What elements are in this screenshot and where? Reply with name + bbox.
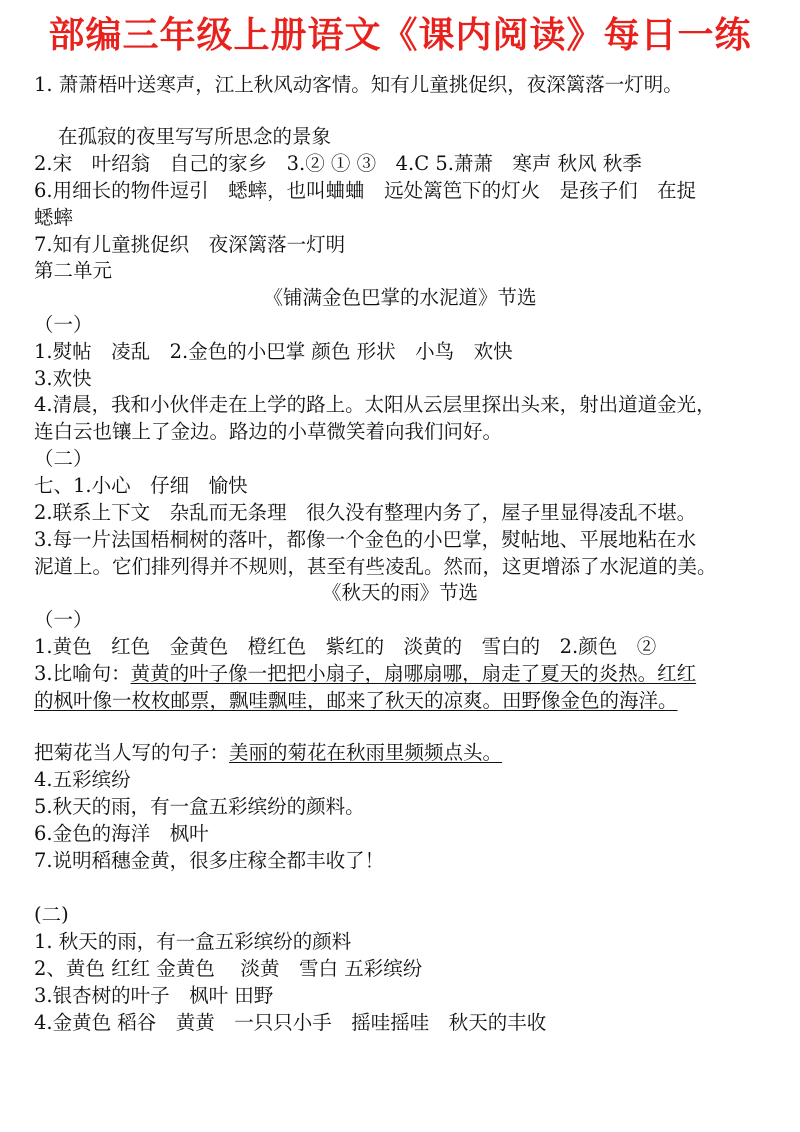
answer-line: 4.五彩缤纷 xyxy=(34,768,131,791)
answer-line: 6.用细长的物件逗引 蟋蟀，也叫蛐蛐 远处篱笆下的灯火 是孩子们 在捉 xyxy=(34,179,697,202)
answer-line: 3.欢快 xyxy=(34,367,92,390)
answer-line: 5.秋天的雨，有一盒五彩缤纷的颜料。 xyxy=(34,795,365,818)
subsection-label: （一） xyxy=(34,313,93,336)
answer-line: 2.宋 叶绍翁 自己的家乡 3.② ① ③ 4.C 5.萧萧 寒声 秋风 秋季 xyxy=(34,152,642,175)
answer-line: 3.每一片法国梧桐树的落叶，都像一个金色的小巴掌，熨帖地、平展地粘在水 xyxy=(34,528,697,551)
section-heading: 《秋天的雨》节选 xyxy=(321,581,478,604)
underlined-answer: 黄黄的叶子像一把把小扇子，扇哪扇哪，扇走了夏天的炎热。红红 xyxy=(130,662,697,685)
answer-line: 1. 萧萧梧叶送寒声，江上秋风动客情。知有儿童挑促织，夜深篱落一灯明。 xyxy=(34,73,683,96)
answer-line: 4.金黄色 稻谷 黄黄 一只只小手 摇哇摇哇 秋天的丰收 xyxy=(34,1011,547,1034)
answer-line: 2、黄色 红红 金黄色 淡黄 雪白 五彩缤纷 xyxy=(34,957,423,980)
answer-label: 把菊花当人写的句子： xyxy=(34,741,230,764)
unit-heading: 第二单元 xyxy=(34,259,113,282)
answer-line xyxy=(34,661,696,687)
page-title: 部编三年级上册语文《课内阅读》每日一练 xyxy=(48,15,752,56)
section-heading: 《铺满金色巴掌的水泥道》节选 xyxy=(263,286,537,309)
answer-line: 7.说明稻穗金黄，很多庄稼全都丰收了！ xyxy=(34,849,385,872)
answer-line: 2.联系上下文 杂乱而无条理 很久没有整理内务了，屋子里显得凌乱不堪。 xyxy=(34,501,697,524)
subsection-label: （二） xyxy=(34,447,93,470)
answer-line: 七、1.小心 仔细 愉快 xyxy=(34,474,248,497)
answer-line: 1.黄色 红色 金黄色 橙红色 紫红的 淡黄的 雪白的 2.颜色 ② xyxy=(34,635,657,658)
underlined-answer: 美丽的菊花在秋雨里频频点头。 xyxy=(229,741,503,764)
answer-line: 6.金色的海洋 枫叶 xyxy=(34,822,209,845)
answer-line: 1.熨帖 凌乱 2.金色的小巴掌 颜色 形状 小鸟 欢快 xyxy=(34,340,513,363)
subsection-label: （一） xyxy=(34,608,93,631)
answer-line: 连白云也镶上了金边。路边的小草微笑着向我们问好。 xyxy=(34,420,503,443)
underlined-answer: 的枫叶像一枚枚邮票，飘哇飘哇，邮来了秋天的凉爽。田野像金色的海洋。 xyxy=(34,689,678,712)
answer-line: 在孤寂的夜里写写所思念的景象 xyxy=(58,125,332,148)
answer-line: 1. 秋天的雨，有一盒五彩缤纷的颜料 xyxy=(34,930,352,953)
answer-line xyxy=(34,740,502,766)
answer-line: 3.银杏树的叶子 枫叶 田野 xyxy=(34,984,274,1007)
answer-label: 3.比喻句： xyxy=(34,662,131,685)
subsection-label: (二) xyxy=(34,903,69,926)
answer-line: 蟋蟀 xyxy=(34,206,74,229)
answer-line: 4.清晨，我和小伙伴走在上学的路上。太阳从云层里探出头来，射出道道金光， xyxy=(34,393,716,416)
answer-line: 7.知有儿童挑促织 夜深篱落一灯明 xyxy=(34,233,346,256)
answer-line: 泥道上。它们排列得并不规则，甚至有些凌乱。然而，这更增添了水泥道的美。 xyxy=(34,555,717,578)
